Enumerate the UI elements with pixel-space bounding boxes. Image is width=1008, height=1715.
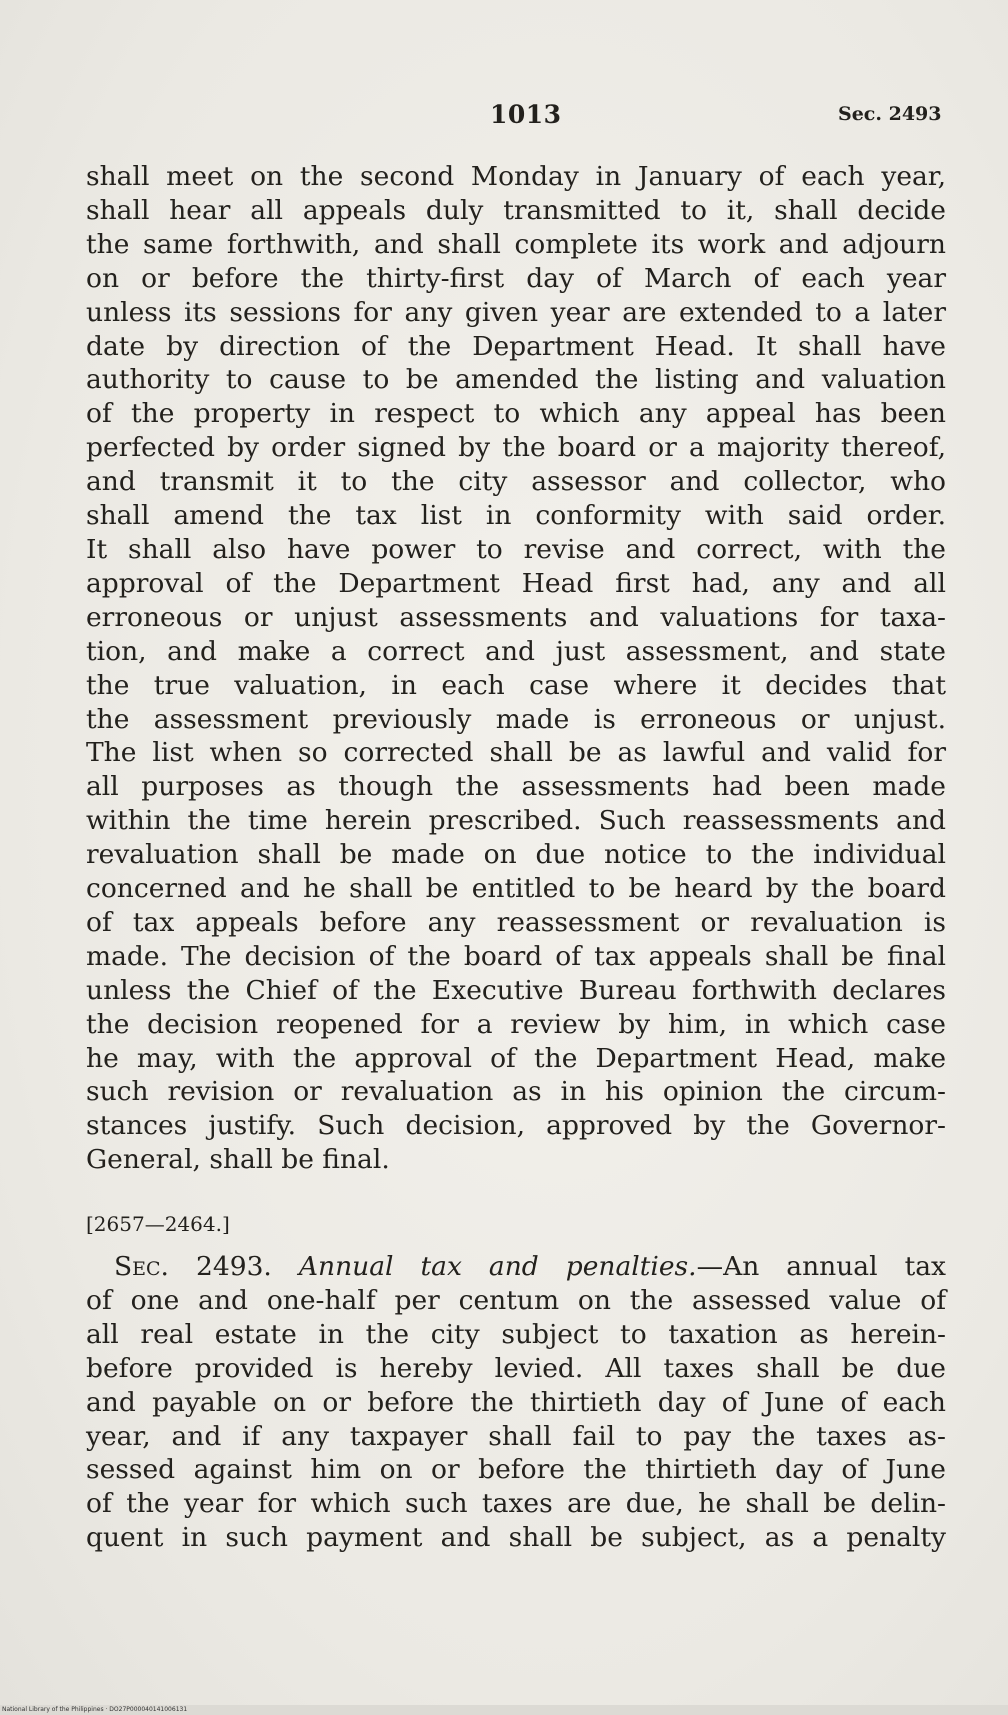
- text-line: unless its sessions for any given year are extended to a later: [86, 296, 946, 328]
- text-line: It shall also have power to revise and correct, with the: [86, 533, 946, 565]
- text-line: perfected by order signed by the board or a majority thereof,: [86, 432, 946, 464]
- footer-strip: [0, 1705, 1008, 1715]
- section-text-line: of one and one-half per centum on the assessed value of: [86, 1284, 946, 1316]
- text-line: shall hear all appeals duly transmitted to it, shall decide: [86, 194, 946, 226]
- footer-text: National Library of the Philippines · DO27P000040141006131: [2, 1706, 188, 1713]
- section-2493: [86, 1250, 946, 1555]
- section-text-line: and payable on or before the thirtieth day of June of each: [86, 1386, 946, 1418]
- text-line: General, shall be final.: [86, 1144, 390, 1176]
- section-reference: Sec. 2493: [838, 103, 942, 125]
- text-line: the true valuation, in each case where it decides that: [86, 669, 946, 701]
- text-line: shall meet on the second Monday in January of each year,: [86, 161, 946, 192]
- text-line: tion, and make a correct and just assessment, and state: [86, 635, 946, 667]
- text-line: the decision reopened for a review by him, in which case: [86, 1008, 946, 1040]
- text-line: and transmit it to the city assessor and collector, who: [86, 466, 946, 498]
- section-text-line: of the year for which such taxes are due, he shall be delin-: [86, 1488, 946, 1520]
- section-text-line: before provided is hereby levied. All taxes shall be due: [86, 1352, 946, 1384]
- text-line: stances justify. Such decision, approved by the Governor-: [86, 1110, 946, 1142]
- body-paragraph: [86, 160, 946, 1177]
- text-line: all purposes as though the assessments had been made: [86, 771, 946, 803]
- text-line: approval of the Department Head first had, any and all: [86, 567, 946, 599]
- page-header: [0, 100, 1008, 140]
- text-line: unless the Chief of the Executive Bureau forthwith declares: [86, 974, 946, 1006]
- text-line: concerned and he shall be entitled to be heard by the board: [86, 873, 946, 905]
- text-line: authority to cause to be amended the listing and valuation: [86, 364, 946, 396]
- text-line: such revision or revaluation as in his opinion the circum-: [86, 1076, 946, 1108]
- text-line: the same forthwith, and shall complete its work and adjourn: [86, 228, 946, 260]
- text-line: within the time herein prescribed. Such reassessments and: [86, 805, 946, 837]
- citation: [2657—2464.]: [86, 1212, 230, 1236]
- section-text-line: quent in such payment and shall be subject, as a penalty: [86, 1522, 946, 1554]
- section-text-line: sessed against him on or before the thirtieth day of June: [86, 1454, 946, 1486]
- text-line: on or before the thirty-first day of March of each year: [86, 262, 946, 294]
- page-number: 1013: [490, 100, 562, 129]
- text-line: revaluation shall be made on due notice to the individual: [86, 839, 946, 871]
- section-text-line: all real estate in the city subject to taxation as herein-: [86, 1318, 946, 1350]
- text-line: shall amend the tax list in conformity with said order.: [86, 500, 946, 532]
- section-first-line-text: —An annual tax: [696, 1251, 946, 1282]
- text-line: he may, with the approval of the Department Head, make: [86, 1042, 946, 1074]
- text-line: the assessment previously made is erroneous or unjust.: [86, 703, 946, 735]
- text-line: of the property in respect to which any appeal has been: [86, 398, 946, 430]
- text-line: made. The decision of the board of tax appeals shall be final: [86, 940, 946, 972]
- text-line: erroneous or unjust assessments and valuations for taxa-: [86, 601, 946, 633]
- section-title: Annual tax and penalties.: [298, 1251, 697, 1282]
- text-line: date by direction of the Department Head. It shall have: [86, 330, 946, 362]
- section-label: Sec. 2493.: [114, 1251, 272, 1282]
- text-line: of tax appeals before any reassessment or revaluation is: [86, 906, 946, 938]
- text-line: The list when so corrected shall be as lawful and valid for: [86, 737, 946, 769]
- section-text-line: year, and if any taxpayer shall fail to pay the taxes as-: [86, 1420, 946, 1452]
- section-first-line: [86, 1250, 946, 1284]
